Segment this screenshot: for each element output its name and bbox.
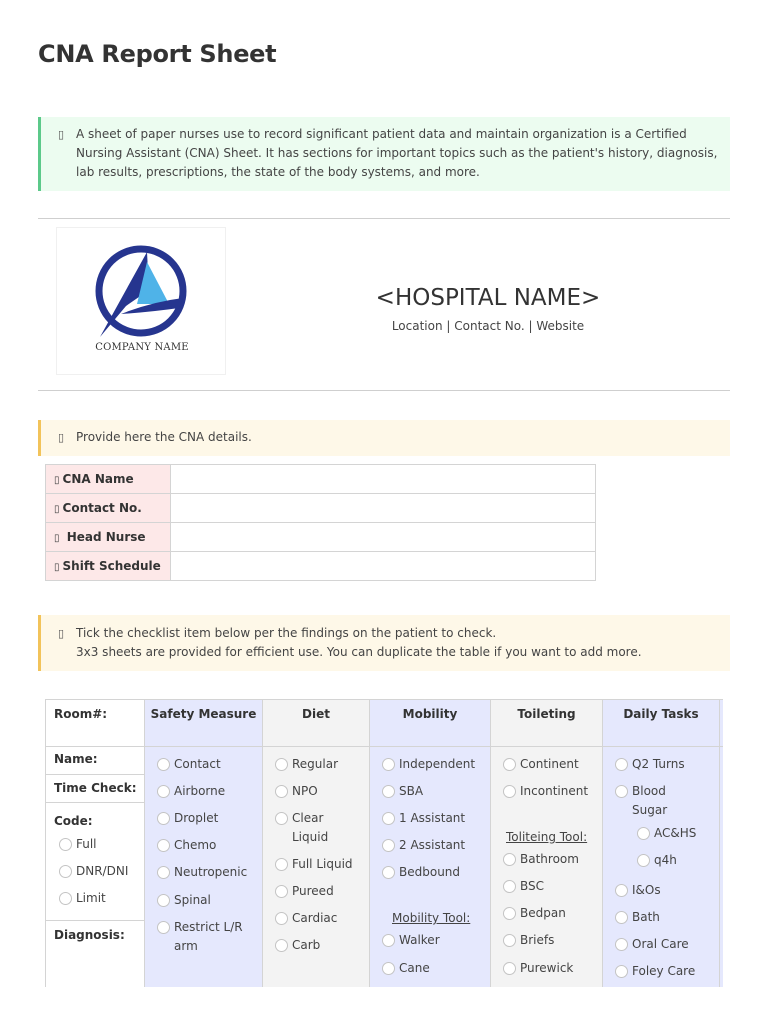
clear-liquid-label: Liquid [292, 830, 329, 844]
cane-radio[interactable] [382, 962, 395, 975]
q4h-radio[interactable] [637, 854, 650, 867]
hospital-contact-line: Location | Contact No. | Website [391, 319, 585, 333]
info-icon: ▯ [58, 128, 65, 141]
incontinent-radio[interactable] [503, 785, 516, 798]
code-limit-label: Limit [76, 891, 106, 905]
bedbound-radio[interactable] [382, 866, 395, 879]
bedpan-label: Bedpan [520, 906, 566, 920]
pureed-radio[interactable] [275, 885, 288, 898]
walker-radio[interactable] [382, 934, 395, 947]
restrict-arm-radio[interactable] [157, 921, 170, 934]
regular-label: Regular [292, 757, 339, 771]
i-and-os-label: I&Os [632, 883, 661, 897]
neutropenic-radio[interactable] [157, 866, 170, 879]
intro-text: A sheet of paper nurses use to record significant patient data and maintain organization is a Certified Nursing Assistant (CNA) Sheet. It has sections for important topics such as the patient's history, diagnosis, lab results, prescriptions, the state of the body systems, and more. [76, 127, 718, 179]
mobility-tool-label: Mobility Tool: [392, 911, 471, 925]
mobility-column [370, 699, 491, 987]
code-label: Code: [54, 814, 93, 828]
nurse-icon: ▯ [54, 533, 60, 544]
next-column-header [720, 699, 723, 747]
checklist-note-callout [38, 615, 730, 671]
table-row [46, 494, 596, 523]
note-icon: ▯ [58, 627, 65, 640]
bsc-label: BSC [520, 879, 545, 893]
mobility-header: Mobility [370, 699, 490, 747]
droplet-radio[interactable] [157, 812, 170, 825]
independent-label: Independent [399, 757, 476, 771]
code-limit-radio[interactable] [59, 892, 72, 905]
toileting-tool-label: Toliteing Tool: [506, 830, 588, 844]
two-assistant-radio[interactable] [382, 839, 395, 852]
time-check-label: Time Check: [46, 775, 144, 803]
continent-radio[interactable] [503, 758, 516, 771]
diagnosis-label: Diagnosis: [54, 928, 125, 942]
q2-turns-radio[interactable] [615, 758, 628, 771]
sba-radio[interactable] [382, 785, 395, 798]
safety-measure-header: Safety Measure [145, 699, 262, 747]
bedbound-label: Bedbound [399, 865, 461, 879]
patient-checklist-table [45, 699, 723, 987]
toileting-header: Toileting [491, 699, 602, 747]
foley-care-radio[interactable] [615, 965, 628, 978]
code-dnr-radio[interactable] [59, 865, 72, 878]
logo-mark-icon [91, 242, 193, 342]
calendar-icon: ▯ [54, 562, 60, 573]
one-assistant-radio[interactable] [382, 812, 395, 825]
spinal-label: Spinal [174, 893, 211, 907]
checklist-note-line-2: 3x3 sheets are provided for efficient use. You can duplicate the table if you want to add more. [76, 645, 642, 659]
cna-note-callout [38, 420, 730, 456]
person-icon: ▯ [54, 475, 60, 486]
npo-label: NPO [292, 784, 318, 798]
contact-label: Contact [174, 757, 221, 771]
room-number-label: Room#: [46, 699, 144, 747]
one-assistant-label: 1 Assistant [399, 811, 466, 825]
q2-turns-label: Q2 Turns [632, 757, 685, 771]
purewick-radio[interactable] [503, 962, 516, 975]
chemo-label: Chemo [174, 838, 217, 852]
shift-schedule-label: ▯ Shift Schedule [46, 552, 171, 581]
ac-hs-radio[interactable] [637, 827, 650, 840]
spinal-radio[interactable] [157, 894, 170, 907]
table-row [46, 523, 596, 552]
safety-measure-column [145, 699, 263, 987]
blood-label: Blood [632, 784, 666, 798]
oral-care-radio[interactable] [615, 938, 628, 951]
ac-hs-label: AC&HS [654, 826, 697, 840]
two-assistant-label: 2 Assistant [399, 838, 466, 852]
neutropenic-label: Neutropenic [174, 865, 248, 879]
foley-care-label: Foley Care [632, 964, 696, 978]
carb-radio[interactable] [275, 939, 288, 952]
diet-header: Diet [263, 699, 369, 747]
briefs-radio[interactable] [503, 934, 516, 947]
divider [38, 218, 730, 219]
continent-label: Continent [520, 757, 579, 771]
bedpan-radio[interactable] [503, 907, 516, 920]
i-and-os-radio[interactable] [615, 884, 628, 897]
cna-note-text: Provide here the CNA details. [76, 430, 252, 444]
bath-radio[interactable] [615, 911, 628, 924]
head-nurse-field[interactable] [171, 523, 596, 552]
blood-sugar-radio[interactable] [615, 785, 628, 798]
table-row [46, 465, 596, 494]
clear-liquid-radio[interactable] [275, 812, 288, 825]
contact-radio[interactable] [157, 758, 170, 771]
room-column [46, 699, 145, 987]
checklist-note-line-1: Tick the checklist item below per the findings on the patient to check. [76, 626, 497, 640]
divider [38, 390, 730, 391]
page-title: CNA Report Sheet [38, 40, 277, 68]
toileting-column [491, 699, 603, 987]
phone-icon: ▯ [54, 504, 60, 515]
head-nurse-label: ▯ Head Nurse [46, 523, 171, 552]
full-liquid-label: Full Liquid [292, 857, 353, 871]
sba-label: SBA [399, 784, 424, 798]
restrict-label: Restrict L/R [174, 920, 243, 934]
code-full-radio[interactable] [59, 838, 72, 851]
intro-callout [38, 117, 730, 191]
chemo-radio[interactable] [157, 839, 170, 852]
diet-column [263, 699, 370, 987]
daily-tasks-column [603, 699, 720, 987]
cna-name-field[interactable] [171, 465, 596, 494]
regular-radio[interactable] [275, 758, 288, 771]
npo-radio[interactable] [275, 785, 288, 798]
walker-label: Walker [399, 933, 440, 947]
contact-no-field[interactable] [171, 494, 596, 523]
pureed-label: Pureed [292, 884, 334, 898]
cna-details-table [45, 464, 596, 581]
full-liquid-radio[interactable] [275, 858, 288, 871]
cardiac-radio[interactable] [275, 912, 288, 925]
cna-name-label: ▯ CNA Name [46, 465, 171, 494]
cane-label: Cane [399, 961, 430, 975]
bath-label: Bath [632, 910, 660, 924]
contact-no-label: ▯ Contact No. [46, 494, 171, 523]
briefs-label: Briefs [520, 933, 555, 947]
clear-label: Clear [292, 811, 324, 825]
independent-radio[interactable] [382, 758, 395, 771]
company-logo [56, 227, 226, 375]
next-column-edge [720, 699, 723, 987]
code-dnr-label: DNR/DNI [76, 864, 129, 878]
daily-tasks-header: Daily Tasks [603, 699, 719, 747]
carb-label: Carb [292, 938, 321, 952]
airborne-label: Airborne [174, 784, 226, 798]
logo-caption: COMPANY NAME [95, 342, 189, 353]
restrict-arm-label: arm [174, 939, 198, 953]
cardiac-label: Cardiac [292, 911, 338, 925]
q4h-label: q4h [654, 853, 677, 867]
name-label: Name: [46, 747, 144, 775]
airborne-radio[interactable] [157, 785, 170, 798]
droplet-label: Droplet [174, 811, 219, 825]
bathroom-radio[interactable] [503, 853, 516, 866]
purewick-label: Purewick [520, 961, 574, 975]
oral-care-label: Oral Care [632, 937, 689, 951]
hospital-name: <HOSPITAL NAME> [375, 285, 601, 311]
table-row [46, 552, 596, 581]
incontinent-label: Incontinent [520, 784, 589, 798]
sugar-label: Sugar [632, 803, 668, 817]
shift-schedule-field[interactable] [171, 552, 596, 581]
bsc-radio[interactable] [503, 880, 516, 893]
note-icon: ▯ [58, 431, 65, 444]
bathroom-label: Bathroom [520, 852, 579, 866]
code-full-label: Full [76, 837, 97, 851]
